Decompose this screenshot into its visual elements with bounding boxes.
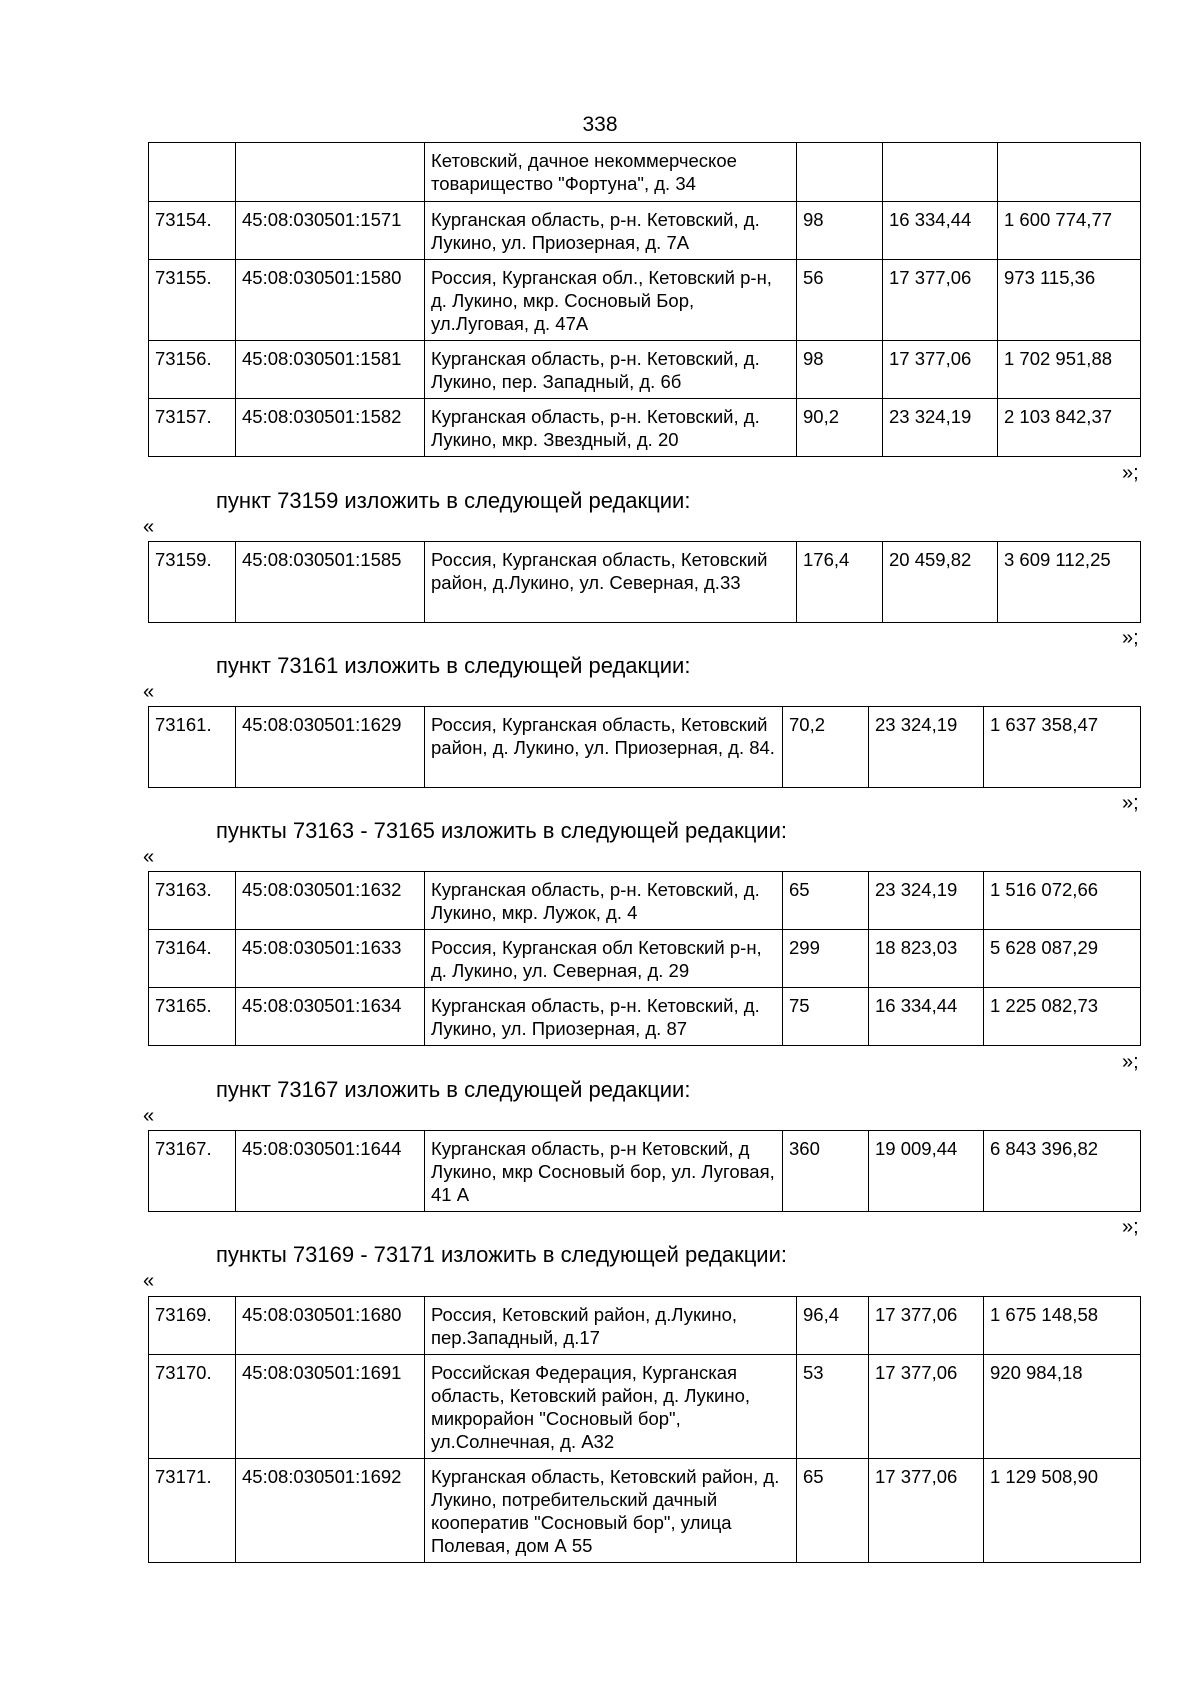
cadastral-number-cell: 45:08:030501:1582 <box>236 399 425 457</box>
cadastral-number-cell: 45:08:030501:1691 <box>236 1355 425 1459</box>
table-row <box>149 707 1141 788</box>
address-cell: Курганская область, р-н. Кетовский, д. Лукино, мкр. Звездный, д. 20 <box>425 399 797 457</box>
table-row <box>149 1131 1141 1212</box>
registry-table-3 <box>148 706 1141 788</box>
rate-cell: 23 324,19 <box>869 872 984 930</box>
address-cell: Россия, Курганская область, Кетовский район, д.Лукино, ул. Северная, д.33 <box>425 542 797 623</box>
row-number-cell: 73161. <box>149 707 236 788</box>
section-heading: пункт 73161 изложить в следующей редакции: <box>216 653 691 678</box>
rate-cell: 23 324,19 <box>883 399 998 457</box>
address-cell: Курганская область, р-н. Кетовский, д. Лукино, ул. Приозерная, д. 87 <box>425 988 783 1046</box>
address-cell: Россия, Кетовский район, д.Лукино, пер.Западный, д.17 <box>425 1297 797 1355</box>
section-heading: пункт 73167 изложить в следующей редакции: <box>216 1077 691 1102</box>
cadastral-number-cell: 45:08:030501:1692 <box>236 1459 425 1563</box>
table-row <box>149 341 1141 399</box>
address-cell: Курганская область, р-н. Кетовский, д. Лукино, пер. Западный, д. 6б <box>425 341 797 399</box>
registry-table-5 <box>148 1130 1141 1212</box>
value-cell: 920 984,18 <box>984 1355 1141 1459</box>
value-cell: 1 129 508,90 <box>984 1459 1141 1563</box>
address-cell: Курганская область, р-н. Кетовский, д. Лукино, мкр. Лужок, д. 4 <box>425 872 783 930</box>
cadastral-number-cell: 45:08:030501:1634 <box>236 988 425 1046</box>
table-row <box>149 399 1141 457</box>
rate-cell: 16 334,44 <box>883 202 998 260</box>
table-row <box>149 930 1141 988</box>
rate-cell <box>883 143 998 202</box>
area-cell: 75 <box>783 988 869 1046</box>
cadastral-number-cell: 45:08:030501:1629 <box>236 707 425 788</box>
registry-table-2 <box>148 541 1141 623</box>
table-row <box>149 143 1141 202</box>
row-number-cell: 73165. <box>149 988 236 1046</box>
row-number-cell: 73157. <box>149 399 236 457</box>
opening-quote: « <box>143 1105 155 1127</box>
row-number-cell: 73159. <box>149 542 236 623</box>
row-number-cell: 73154. <box>149 202 236 260</box>
rate-cell: 17 377,06 <box>869 1355 984 1459</box>
value-cell <box>998 143 1141 202</box>
value-cell: 973 115,36 <box>998 260 1141 341</box>
area-cell: 96,4 <box>797 1297 869 1355</box>
area-cell: 176,4 <box>797 542 883 623</box>
area-cell: 56 <box>797 260 883 341</box>
area-cell: 65 <box>783 872 869 930</box>
address-cell: Россия, Курганская обл Кетовский р-н, д. Лукино, ул. Северная, д. 29 <box>425 930 783 988</box>
cadastral-number-cell <box>236 143 425 202</box>
rate-cell: 17 377,06 <box>869 1459 984 1563</box>
table-row <box>149 202 1141 260</box>
cadastral-number-cell: 45:08:030501:1632 <box>236 872 425 930</box>
table-row <box>149 542 1141 623</box>
cadastral-number-cell: 45:08:030501:1581 <box>236 341 425 399</box>
value-cell: 6 843 396,82 <box>984 1131 1141 1212</box>
section-heading: пункт 73159 изложить в следующей редакции: <box>216 488 691 513</box>
table-row <box>149 1297 1141 1355</box>
registry-table-6 <box>148 1296 1141 1563</box>
value-cell: 5 628 087,29 <box>984 930 1141 988</box>
value-cell: 1 675 148,58 <box>984 1297 1141 1355</box>
area-cell: 90,2 <box>797 399 883 457</box>
table-row <box>149 988 1141 1046</box>
rate-cell: 17 377,06 <box>883 341 998 399</box>
closing-quote: »; <box>1122 1216 1139 1238</box>
address-cell: Российская Федерация, Курганская область, Кетовский район, д. Лукино, микрорайон "Сосновый бор", ул.Солнечная, д. А32 <box>425 1355 797 1459</box>
table-row <box>149 260 1141 341</box>
table-row <box>149 1355 1141 1459</box>
rate-cell: 17 377,06 <box>869 1297 984 1355</box>
row-number-cell <box>149 143 236 202</box>
value-cell: 1 702 951,88 <box>998 341 1141 399</box>
area-cell: 70,2 <box>783 707 869 788</box>
page-number: 338 <box>582 113 618 136</box>
row-number-cell: 73171. <box>149 1459 236 1563</box>
table-row <box>149 872 1141 930</box>
area-cell: 299 <box>783 930 869 988</box>
table-row <box>149 1459 1141 1563</box>
address-cell: Курганская область, р-н Кетовский, д Лукино, мкр Сосновый бор, ул. Луговая, 41 А <box>425 1131 783 1212</box>
opening-quote: « <box>143 846 155 868</box>
row-number-cell: 73156. <box>149 341 236 399</box>
closing-quote: »; <box>1122 627 1139 649</box>
value-cell: 1 637 358,47 <box>984 707 1141 788</box>
registry-table-4 <box>148 871 1141 1046</box>
area-cell <box>797 143 883 202</box>
value-cell: 1 600 774,77 <box>998 202 1141 260</box>
value-cell: 1 225 082,73 <box>984 988 1141 1046</box>
rate-cell: 16 334,44 <box>869 988 984 1046</box>
section-heading: пункты 73169 - 73171 изложить в следующей редакции: <box>216 1242 788 1267</box>
value-cell: 3 609 112,25 <box>998 542 1141 623</box>
closing-quote: »; <box>1122 792 1139 814</box>
row-number-cell: 73170. <box>149 1355 236 1459</box>
cadastral-number-cell: 45:08:030501:1585 <box>236 542 425 623</box>
address-cell: Курганская область, Кетовский район, д. Лукино, потребительский дачный кооператив "Сосновый бор", улица Полевая, дом А 55 <box>425 1459 797 1563</box>
opening-quote: « <box>143 1270 155 1292</box>
address-cell: Курганская область, р-н. Кетовский, д. Лукино, ул. Приозерная, д. 7А <box>425 202 797 260</box>
cadastral-number-cell: 45:08:030501:1633 <box>236 930 425 988</box>
section-heading: пункты 73163 - 73165 изложить в следующей редакции: <box>216 818 788 843</box>
row-number-cell: 73163. <box>149 872 236 930</box>
rate-cell: 17 377,06 <box>883 260 998 341</box>
rate-cell: 19 009,44 <box>869 1131 984 1212</box>
rate-cell: 20 459,82 <box>883 542 998 623</box>
value-cell: 1 516 072,66 <box>984 872 1141 930</box>
opening-quote: « <box>143 516 155 538</box>
value-cell: 2 103 842,37 <box>998 399 1141 457</box>
address-cell: Кетовский, дачное некоммерческое товарищество "Фортуна", д. 34 <box>425 143 797 202</box>
cadastral-number-cell: 45:08:030501:1644 <box>236 1131 425 1212</box>
area-cell: 53 <box>797 1355 869 1459</box>
row-number-cell: 73167. <box>149 1131 236 1212</box>
area-cell: 98 <box>797 202 883 260</box>
area-cell: 360 <box>783 1131 869 1212</box>
rate-cell: 23 324,19 <box>869 707 984 788</box>
cadastral-number-cell: 45:08:030501:1571 <box>236 202 425 260</box>
closing-quote: »; <box>1122 1051 1139 1073</box>
opening-quote: « <box>143 681 155 703</box>
cadastral-number-cell: 45:08:030501:1580 <box>236 260 425 341</box>
address-cell: Россия, Курганская область, Кетовский район, д. Лукино, ул. Приозерная, д. 84. <box>425 707 783 788</box>
registry-table-1 <box>148 142 1141 457</box>
area-cell: 65 <box>797 1459 869 1563</box>
row-number-cell: 73169. <box>149 1297 236 1355</box>
area-cell: 98 <box>797 341 883 399</box>
closing-quote: »; <box>1122 462 1139 484</box>
row-number-cell: 73155. <box>149 260 236 341</box>
cadastral-number-cell: 45:08:030501:1680 <box>236 1297 425 1355</box>
row-number-cell: 73164. <box>149 930 236 988</box>
rate-cell: 18 823,03 <box>869 930 984 988</box>
address-cell: Россия, Курганская обл., Кетовский р-н, д. Лукино, мкр. Сосновый Бор, ул.Луговая, д. 47А <box>425 260 797 341</box>
